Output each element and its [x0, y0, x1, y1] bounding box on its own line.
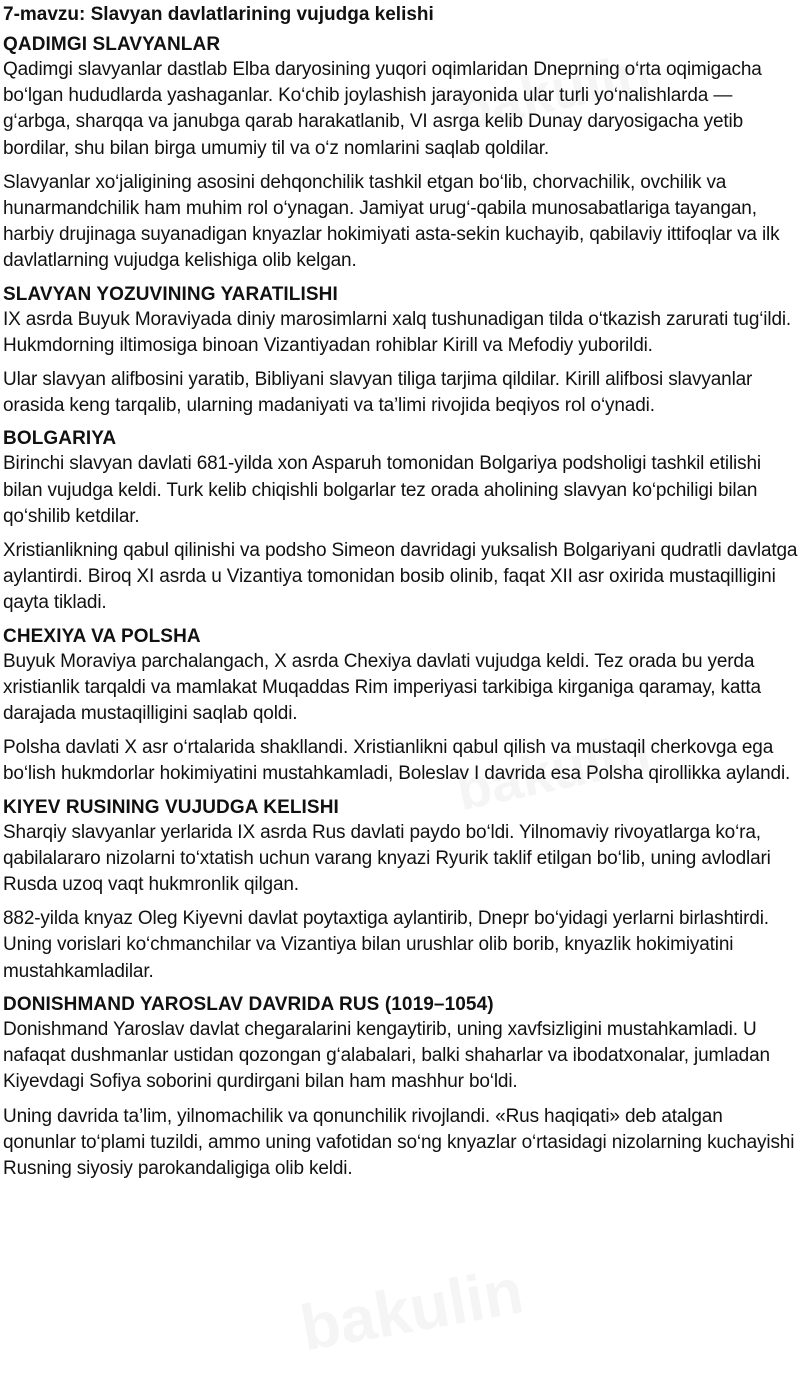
paragraph: Qadimgi slavyanlar dastlab Elba daryosining yuqori oqimlaridan Dneprning o‘rta oqimigacha bo‘lgan hududlarda yashaganlar. Ko‘chib joylashish jarayonida ular turli yo‘nalishlarda — g‘arbga, sharqqa va janubga qarab harakatlanib, VI asrga kelib Dunay daryosigacha yetib bordilar, shu bilan birga umumiy til va o‘z nomlarini saqlab qoldilar. [3, 59, 762, 159]
paragraph: IX asrda Buyuk Moraviyada diniy marosimlarni xalq tushunadigan tilda o‘tkazish zarurati tug‘ildi. Hukmdorning iltimosiga binoan Vizantiyadan rohiblar Kirill va Mefodiy yuborildi. [3, 308, 792, 356]
paragraph: Sharqiy slavyanlar yerlarida IX asrda Rus davlati paydo bo‘ldi. Yilnomaviy rivoyatlarga ko‘ra, qabilalararo nizolarni to‘xtatish uchun varang knyazi Ryurik taklif etilgan bo‘lib, uning avlodlari Rusda uzoq vaqt hukmronlik qilgan. [3, 821, 771, 896]
section-heading: QADIMGI SLAVYANLAR [3, 34, 221, 55]
paragraph: Ular slavyan alifbosini yaratib, Bibliyani slavyan tiliga tarjima qildilar. Kirill alifbosi slavyanlar orasida keng tarqalib, ularning madaniyati va ta’limi rivojida beqiyos rol o‘ynadi. [3, 369, 753, 417]
section-heading: KIYEV RUSINING VUJUDGA KELISHI [3, 796, 339, 818]
section-chexiya-va-polsha [3, 625, 800, 788]
watermark-text: bakulin [450, 39, 656, 143]
paragraph: Xristianlikning qabul qilinishi va podsho Simeon davridagi yuksalish Bolgariyani qudratli davlatga aylantirdi. Biroq XI asrda u Vizantiya tomonidan bosib olinib, faqat XII asr oxirida mustaqilligini qayta tikladi. [3, 540, 798, 614]
paragraph: Donishmand Yaroslav davlat chegaralarini kengaytirib, uning xavfsizligini mustahkamladi. U nafaqat dushmanlar ustidan qozongan g‘alabalari, balki shaharlar va ibodatxonalar, jumladan Kiyevdagi Sofiya soborini qurdirgani bilan ham mashhur bo‘ldi. [3, 1018, 770, 1093]
section-heading: DONISHMAND YAROSLAV DAVRIDA RUS (1019–1054) [3, 993, 494, 1015]
section-yaroslav [3, 993, 800, 1182]
watermark-text: bakulin [450, 719, 656, 823]
section-bolgariya [3, 427, 800, 616]
section-slavyan-yozuvi [3, 283, 800, 420]
paragraph: Slavyanlar xo‘jaligining asosini dehqonchilik tashkil etgan bo‘lib, chorvachilik, ovchilik va hunarmandchilik ham muhim rol o‘ynagan. Jamiyat urug‘-qabila munosabatlariga tayangan, harbiy drujinaga suyanadigan knyazlar hokimiyati asta-sekin kuchayib, qabilaviy ittifoqlar va ilk davlatlarning vujudga kelishiga olib kelgan. [3, 171, 780, 272]
paragraph: 882-yilda knyaz Oleg Kiyevni davlat poytaxtiga aylantirib, Dnepr bo‘yidagi yerlarni birlashtirdi. Uning vorislari ko‘chmanchilar va Vizantiya bilan urushlar olib borib, knyazlik hokimiyatini mustahkamladilar. [3, 908, 769, 982]
paragraph: Buyuk Moraviya parchalangach, X asrda Chexiya davlati vujudga keldi. Tez orada bu yerda xristianlik tarqaldi va mamlakat Muqaddas Rim imperiyasi tarkibiga kirganiga qaramay, katta darajada mustaqilligini saqlab qoldi. [3, 650, 761, 725]
paragraph: Birinchi slavyan davlati 681-yilda xon Asparuh tomonidan Bolgariya podsholigi tashkil etilishi bilan vujudga keldi. Turk kelib chiqishli bolgarlar tez orada aholining slavyan ko‘pchiligi bilan qo‘shilib ketdilar. [3, 453, 761, 527]
section-kiyev-rusi [3, 796, 800, 985]
watermark-text: bakulin [295, 1254, 529, 1365]
section-heading: BOLGARIYA [3, 428, 117, 450]
section-heading: SLAVYAN YOZUVINING YARATILISHI [3, 283, 338, 305]
section-heading: CHEXIYA VA POLSHA [3, 625, 201, 647]
page-title: 7-mavzu: Slavyan davlatlarining vujudga kelishi [3, 4, 434, 25]
paragraph: Uning davrida ta’lim, yilnomachilik va qonunchilik rivojlandi. «Rus haqiqati» deb atalgan qonunlar to‘plami tuzildi, ammo uning vafotidan so‘ng knyazlar o‘rtasidagi nizolarning kuchayishi Rusning siyosiy parokandaligiga olib keldi. [3, 1105, 795, 1179]
paragraph: Polsha davlati X asr o‘rtalarida shakllandi. Xristianlikni qabul qilish va mustaqil cherkovga ega bo‘lish hukmdorlar hokimiyatini mustahkamladi, Boleslav I davrida esa Polsha qirollikka aylandi. [3, 737, 791, 785]
section-qadimgi-slavyanlar [3, 33, 800, 275]
